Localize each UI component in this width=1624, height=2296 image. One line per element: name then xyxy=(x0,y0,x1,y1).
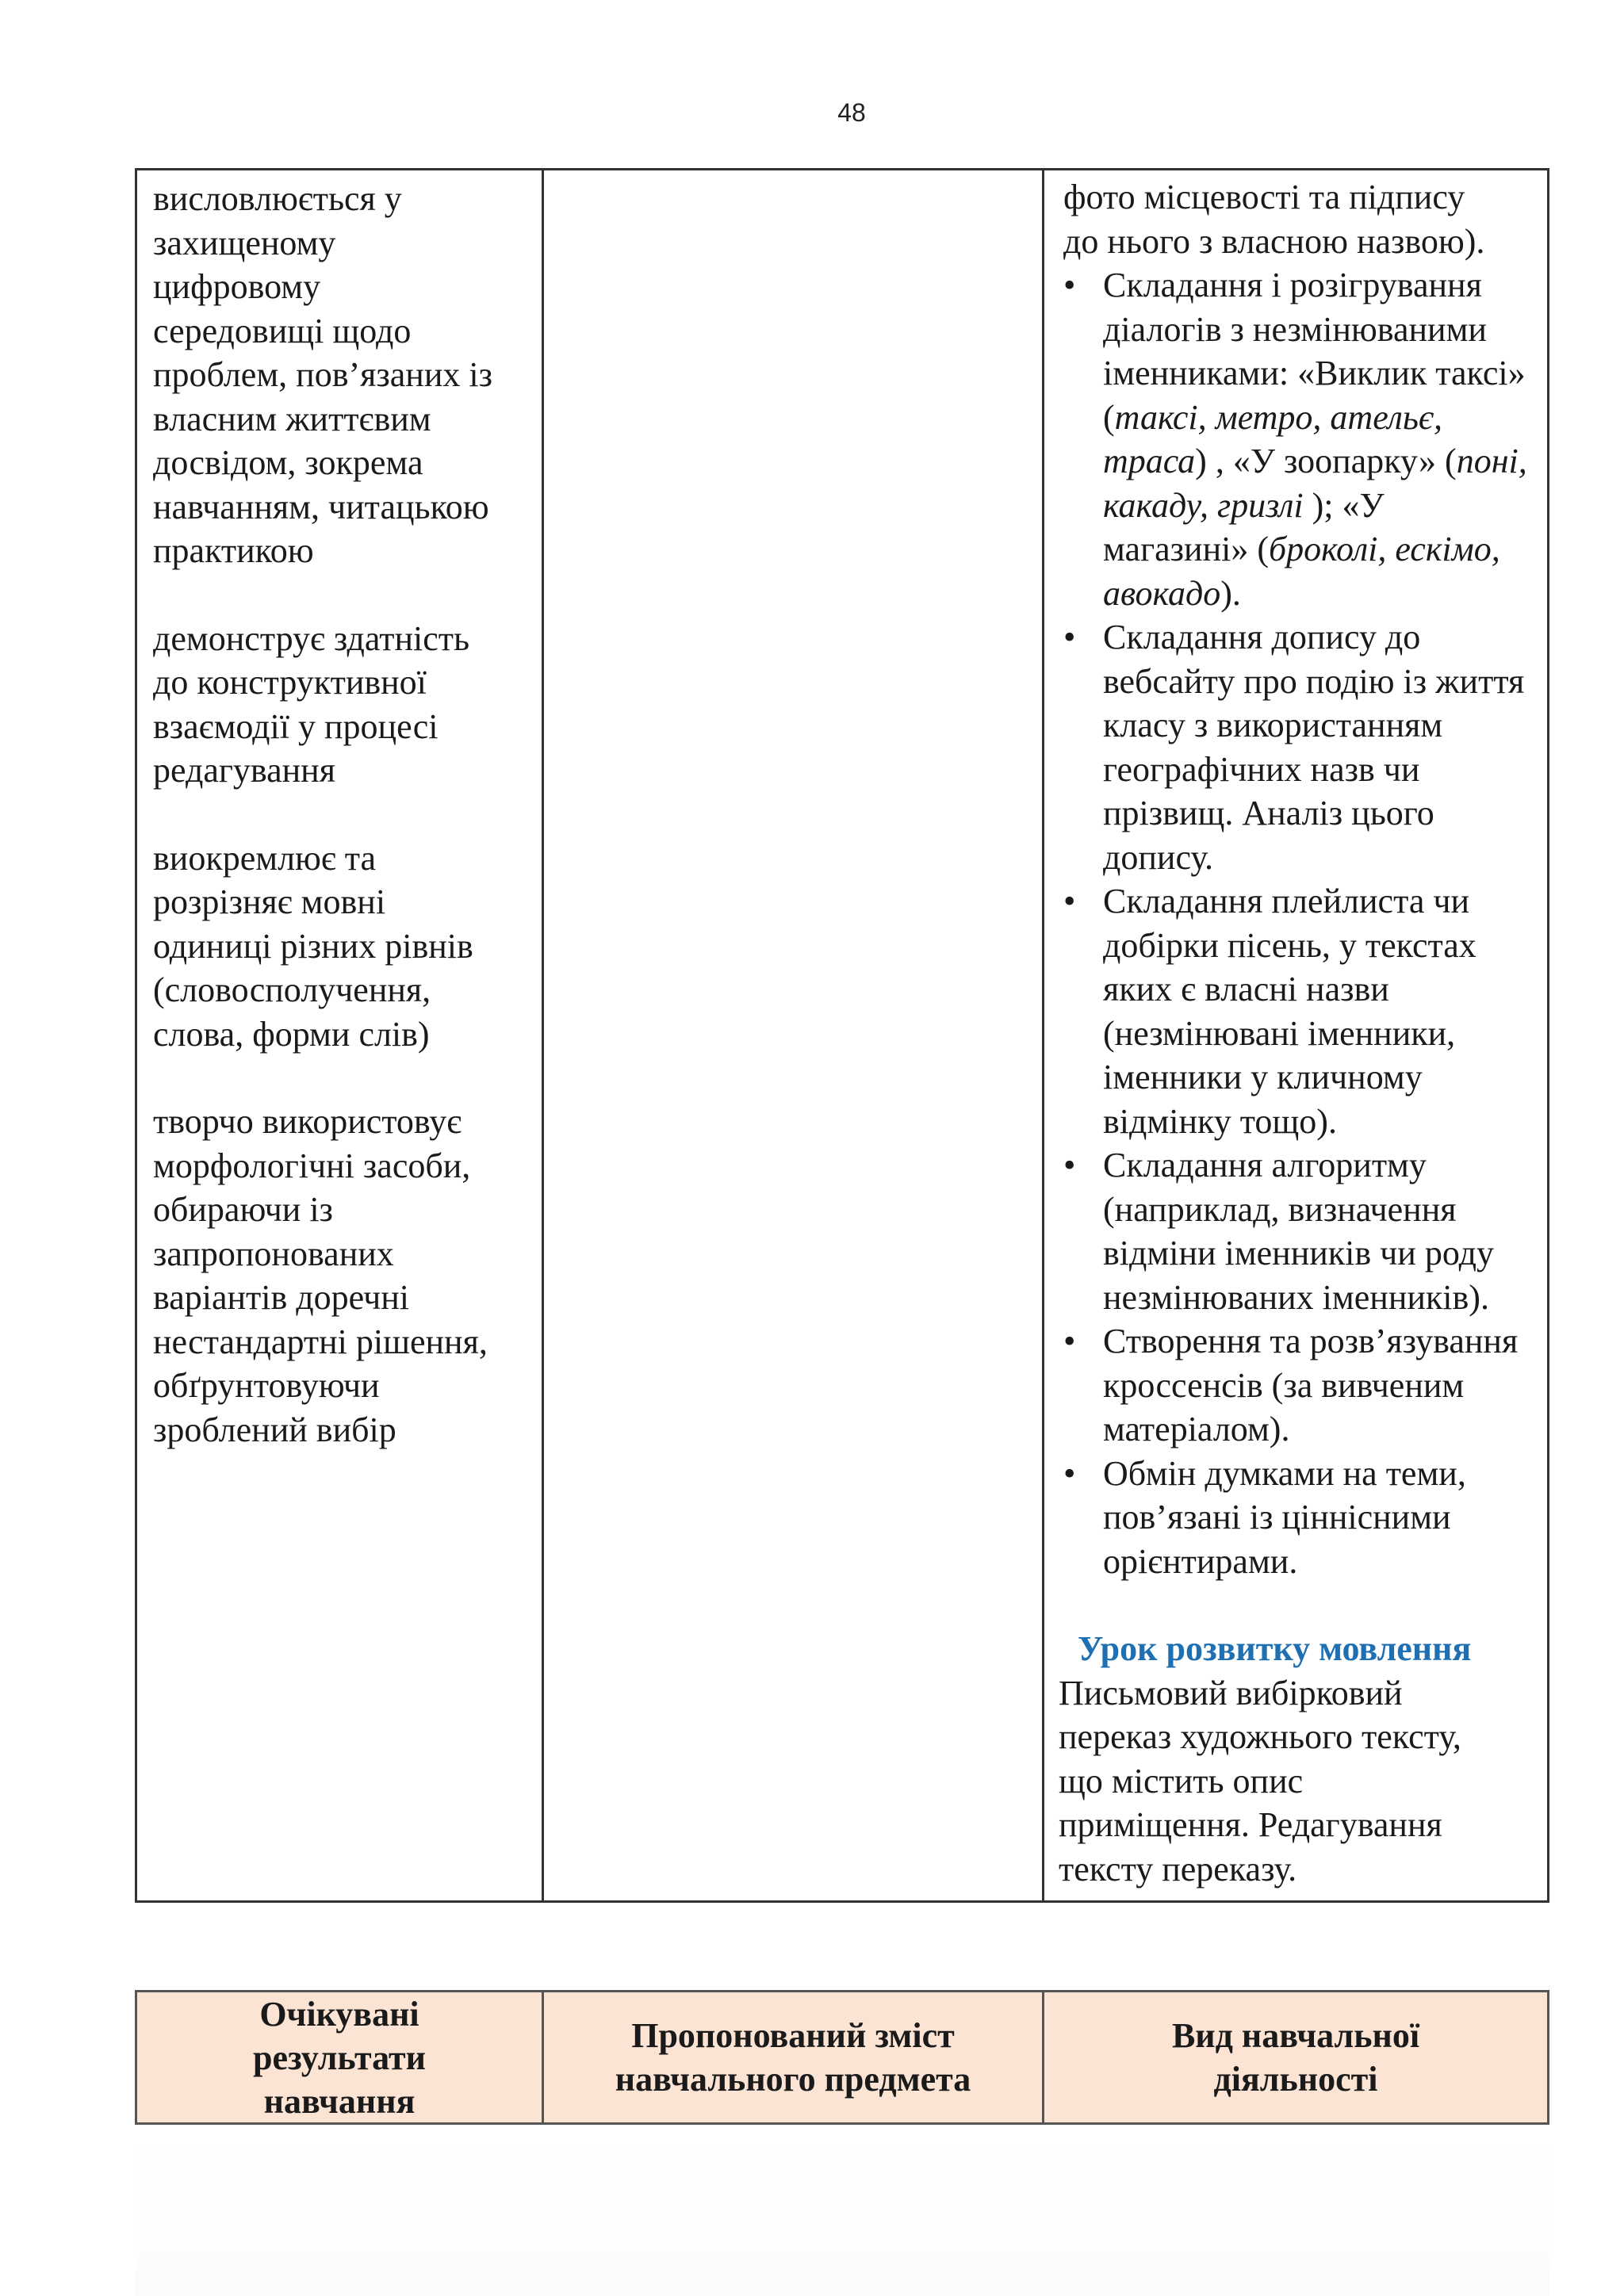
content-cell xyxy=(544,170,1044,1900)
result-paragraph: творчо використовує морфологічні засоби, обираючи із запропонованих варіантів доречні нестандартні рішення, обґрунтовуючи зроблений вибір xyxy=(153,1102,488,1449)
bullet-icon: • xyxy=(1063,618,1076,656)
page-number: 48 xyxy=(837,98,866,127)
bullet-icon: • xyxy=(1063,1322,1076,1360)
expected-results-cell xyxy=(137,170,544,1900)
page-bottom-area xyxy=(135,2133,1549,2296)
bullet-text: Складання допису до вебсайту про подію із життя класу з використанням географічних назв чи прізвищ. Аналіз цього допису. xyxy=(1103,618,1525,877)
result-paragraph: виокремлює та розрізняє мовні одиниці різних рівнів (словосполучення, слова, форми слів) xyxy=(153,838,473,1054)
lesson-text: Письмовий вибірковий переказ художнього тексту, що містить опис приміщення. Редагування тексту переказу. xyxy=(1059,1673,1461,1888)
lesson-title: Урок розвитку мовлення xyxy=(1078,1629,1472,1668)
bullet-icon: • xyxy=(1063,1453,1076,1493)
activity-bullet xyxy=(1063,1452,1534,1584)
activity-bullet xyxy=(1063,263,1534,615)
header-proposed-content: Пропонований зміст навчального предмета xyxy=(544,1992,1044,2122)
bullet-text: Складання і розігрування діалогів з незмінюваними іменниками: «Виклик таксі» (таксі, метро, ательє, траса) , «У зоопарку» (поні, какаду, гризлі ); «У магазині» (броколі, ескімо, авокадо). xyxy=(1103,266,1527,613)
bullet-text: Складання алгоритму (наприклад, визначення відміни іменників чи роду незмінюваних іменників). xyxy=(1103,1146,1494,1317)
bullet-icon: • xyxy=(1063,266,1076,304)
activity-bullet xyxy=(1063,879,1534,1143)
table-header-row xyxy=(135,1990,1549,2125)
activity-bullet xyxy=(1063,615,1534,879)
bullet-text: Обмін думками на теми, пов’язані із ціннісними орієнтирами. xyxy=(1103,1453,1466,1581)
continuation-text: фото місцевості та підпису до нього з власною назвою). xyxy=(1063,178,1485,261)
activity-bullet xyxy=(1063,1319,1534,1452)
bullet-icon: • xyxy=(1063,1146,1076,1184)
curriculum-table xyxy=(135,168,1549,1903)
header-expected-results: Очікувані результати навчання xyxy=(137,1992,544,2122)
bullet-text: Складання плейлиста чи добірки пісень, у текстах яких є власні назви (незмінювані іменники, іменники у кличному відмінку тощо). xyxy=(1103,882,1477,1141)
activity-bullet xyxy=(1063,1143,1534,1319)
activity-cell xyxy=(1044,170,1547,1900)
result-paragraph: демонструє здатність до конструктивної взаємодії у процесі редагування xyxy=(153,618,470,790)
result-paragraph: висловлюється у захищеному цифровому середовищі щодо проблем, пов’язаних із власним життєвим досвідом, зокрема навчанням, читацькою практикою xyxy=(153,179,492,570)
header-activity-type: Вид навчальної діяльності xyxy=(1171,2016,1420,2099)
bullet-text: Створення та розв’язування кроссенсів (за вивченим матеріалом). xyxy=(1103,1322,1519,1448)
bullet-icon: • xyxy=(1063,882,1076,920)
